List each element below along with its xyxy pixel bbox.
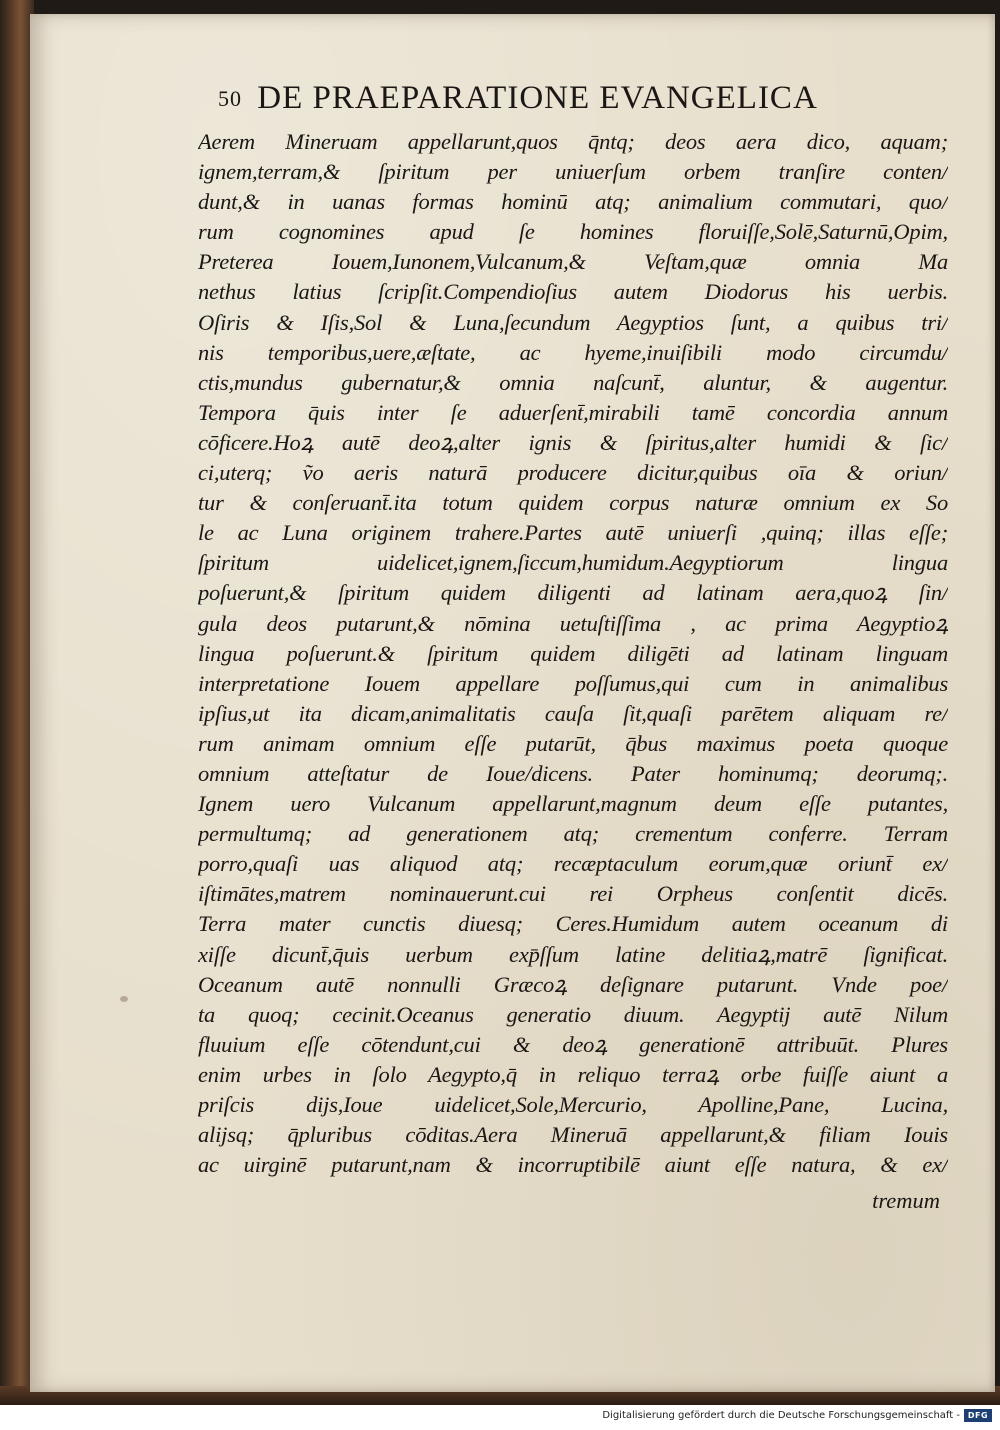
text-line: Preterea Iouem,Iunonem,Vulcanum,& Veſtam,quæ omnia Ma <box>198 249 948 275</box>
text-line: Oceanum autē nonnulli Græcoꝝ deſignare putarunt. Vnde poe/ <box>198 971 948 997</box>
text-line: Aerem Mineruam appellarunt,quos q̄ntq; deos aera dico, aquam; <box>198 129 948 154</box>
text-line: rum animam omnium eſſe putarūt, q̄bus maximus poeta quoque <box>198 730 948 756</box>
text-line: omnium atteſtatur de Ioue/dicens. Pater hominumq; deorumq;. <box>198 760 948 786</box>
text-line: gula deos putarunt,& nōmina uetuſtiſſima , ac prima Aegyptioꝝ <box>198 610 948 636</box>
funding-credit: Digitalisierung gefördert durch die Deutsche Forschungsgemeinschaft - <box>602 1410 960 1421</box>
text-line: poſuerunt,& ſpiritum quidem diligenti ad latinam aera,quoꝝ ſin/ <box>198 580 948 606</box>
text-line: le ac Luna originem trahere.Partes autē uniuerſi ,quinq; illas eſſe; <box>198 520 948 546</box>
catchword: tremum <box>872 1188 940 1213</box>
text-line: ctis,mundus gubernatur,& omnia naſcunt̄, aluntur, & augentur. <box>198 369 948 395</box>
text-line: ci,uterq; ṽo aeris naturā producere dicitur,quibus oīa & oriun/ <box>198 460 948 486</box>
text-line: rum cognomines apud ſe homines floruiſſe,Solē,Saturnū,Opim, <box>198 219 948 245</box>
text-line: ſpiritum uidelicet,ignem,ſiccum,humidum.Aegyptiorum lingua <box>198 550 948 576</box>
running-title: DE PRAEPARATIONE EVANGELICA <box>257 80 818 116</box>
text-line: nethus latius ſcripſit.Compendioſius autem Diodorus his uerbis. <box>198 279 948 305</box>
dfg-logo: DFG <box>964 1409 992 1422</box>
page-header <box>218 80 938 120</box>
text-line: fluuium eſſe cōtendunt,cui & deoꝝ generationē attribuūt. Plures <box>198 1031 948 1057</box>
text-line: porro,quaſi uas aliquod atq; recæptaculum eorum,quæ oriunt̄ ex/ <box>198 851 948 877</box>
text-line: Oſiris & Iſis,Sol & Luna,ſecundum Aegyptios ſunt, a quibus tri/ <box>198 309 948 335</box>
text-line: Ignem uero Vulcanum appellarunt,magnum deum eſſe putantes, <box>198 791 948 817</box>
text-line: ta quoq; cecinit.Oceanus generatio diuum. Aegyptij autē Nilum <box>198 1001 948 1027</box>
text-line: xiſſe dicunt̄,q̄uis uerbum exp̄ſſum latine delitiaꝝ,matrē ſignificat. <box>198 941 948 967</box>
page-number: 50 <box>218 86 242 111</box>
text-line: enim urbes in ſolo Aegypto,q̄ in reliquo terraꝝ orbe fuiſſe aiunt a <box>198 1061 948 1087</box>
text-line: dunt,& in uanas formas hominū atq; animalium commutari, quo/ <box>198 189 948 215</box>
text-line: interpretatione Iouem appellare poſſumus,qui cum in animalibus <box>198 670 948 696</box>
text-line: nis temporibus,uere,æſtate, ac hyeme,inuiſibili modo circumdu/ <box>198 339 948 365</box>
text-line: priſcis dijs,Ioue uidelicet,Sole,Mercurio, Apolline,Pane, Lucina, <box>198 1092 948 1117</box>
body-text <box>198 127 948 1180</box>
book-cover-edge <box>0 0 34 1405</box>
text-line: permultumq; ad generationem atq; crementum conferre. Terram <box>198 821 948 847</box>
text-line: cōficere.Hoꝝ autē deoꝝ,alter ignis & ſpiritus,alter humidi & ſic/ <box>198 429 948 455</box>
text-line: ac uirginē putarunt,nam & incorruptibilē aiunt eſſe natura, & ex/ <box>198 1152 948 1178</box>
text-line: ignem,terram,& ſpiritum per uniuerſum orbem tranſire conten/ <box>198 159 948 185</box>
text-line: iſtimātes,matrem nominauerunt.cui rei Orpheus conſentit dicēs. <box>198 881 948 907</box>
text-line: tur & conſeruant̄.ita totum quidem corpus naturæ omnium ex So <box>198 490 948 516</box>
text-line: alijsq; q̄pluribus cōditas.Aera Mineruā appellarunt,& filiam Iouis <box>198 1122 948 1148</box>
text-line: lingua poſuerunt.& ſpiritum quidem diligēti ad latinam linguam <box>198 640 948 666</box>
text-line: Tempora q̄uis inter ſe aduerſent̄,mirabili tamē concordia annum <box>198 399 948 425</box>
text-line: ipſius,ut ita dicam,animalitatis cauſa ſit,quaſi parētem aliquam re/ <box>198 700 948 726</box>
page-stain <box>120 996 128 1002</box>
text-line: Terra mater cunctis diuesq; Ceres.Humidum autem oceanum di <box>198 911 948 937</box>
